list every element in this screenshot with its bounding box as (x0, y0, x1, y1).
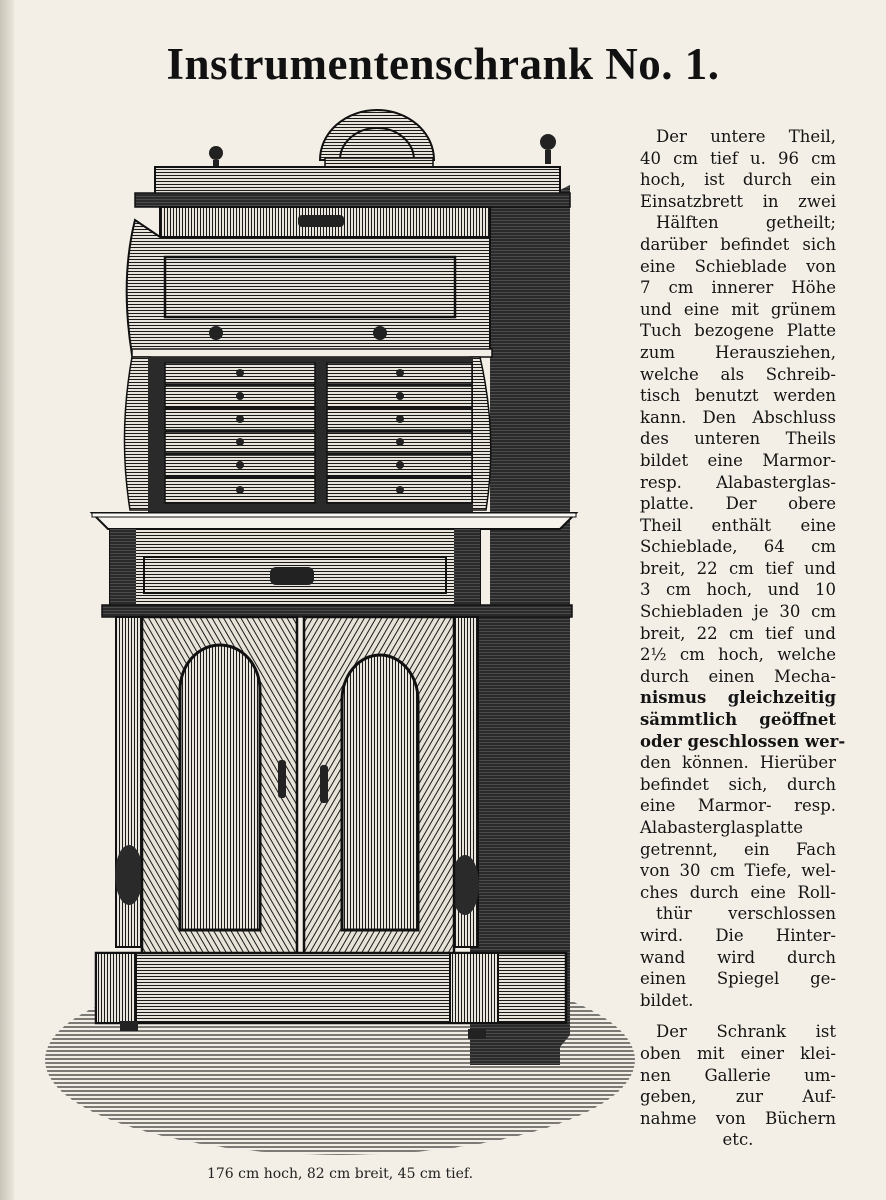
text-line: Alabasterglasplatte (640, 818, 804, 837)
text-line: 40 cm tief u. 96 cm (640, 148, 836, 168)
text-line: nismus gleichzeitig (640, 688, 836, 708)
text-line: Tuch bezogene Platte (640, 321, 836, 341)
text-line: nen Gallerie um- (640, 1065, 836, 1085)
description-column (640, 126, 846, 1151)
text-line: und eine mit grünem (640, 299, 836, 319)
text-line: befindet sich, durch (640, 774, 836, 794)
text-line: durch einen Mecha- (640, 666, 836, 686)
text-line: 3 cm hoch, und 10 (640, 580, 836, 600)
text-line: bildet eine Marmor- (640, 450, 836, 470)
text-line: zum Herausziehen, (640, 342, 836, 362)
text-line: Schieblade, 64 cm (640, 537, 836, 557)
text-line: hoch, ist durch ein (640, 170, 836, 190)
text-line: Der untere Theil, (656, 127, 836, 146)
text-line: Einsatzbrett in zwei (640, 191, 836, 211)
text-line: welche als Schreib- (640, 364, 836, 384)
page-title: Instrumentenschrank No. 1. (166, 39, 720, 89)
text-line: Schiebladen je 30 cm (640, 602, 836, 622)
text-line: oder geschlossen wer- (640, 731, 846, 751)
text-line: breit, 22 cm tief und (640, 623, 836, 643)
text-line: nahme von Büchern (640, 1108, 836, 1128)
text-line: geben, zur Auf- (640, 1087, 836, 1107)
text-line: 2½ cm hoch, welche (640, 645, 836, 665)
text-line: einen Spiegel ge- (640, 969, 836, 989)
text-line: wird. Die Hinter- (640, 925, 836, 945)
text-line: ches durch eine Roll- (640, 882, 836, 902)
text-line: 7 cm innerer Höhe (640, 278, 836, 298)
text-line: eine Schieblade von (640, 256, 836, 276)
text-line: des unteren Theils (640, 429, 836, 449)
text-line: platte. Der obere (640, 494, 836, 514)
description-paragraph-1 (640, 126, 846, 1011)
text-line: wand wird durch (640, 947, 836, 967)
text-line: tisch benutzt werden (640, 386, 836, 406)
small-drawers-left (165, 363, 315, 503)
crest (320, 110, 434, 160)
text-line: resp. Alabasterglas- (640, 472, 836, 492)
text-line: Der Schrank ist (656, 1022, 836, 1042)
text-line: oben mit einer klei- (640, 1043, 836, 1063)
text-line: den können. Hierüber (640, 753, 836, 773)
page-edge (0, 0, 14, 1200)
text-line: etc. (722, 1130, 754, 1150)
text-line: eine Marmor- resp. (640, 796, 836, 816)
text-line: darüber befindet sich (640, 234, 836, 254)
text-line: Hälften getheilt; (656, 213, 836, 233)
text-line: Theil enthält eine (640, 515, 836, 535)
small-drawers-right (327, 363, 472, 503)
description-paragraph-2 (640, 1021, 836, 1151)
text-line: von 30 cm Tiefe, wel- (640, 861, 836, 881)
text-line: thür verschlossen (656, 904, 836, 924)
text-line: bildet. (640, 990, 694, 1010)
text-line: getrennt, ein Fach (640, 839, 836, 859)
cabinet-illustration (40, 105, 640, 1165)
text-line: sämmtlich geöffnet (640, 710, 836, 730)
text-line: kann. Den Abschluss (640, 407, 836, 427)
text-line: breit, 22 cm tief und (640, 558, 836, 578)
illustration-caption: 176 cm hoch, 82 cm breit, 45 cm tief. (206, 1166, 474, 1182)
